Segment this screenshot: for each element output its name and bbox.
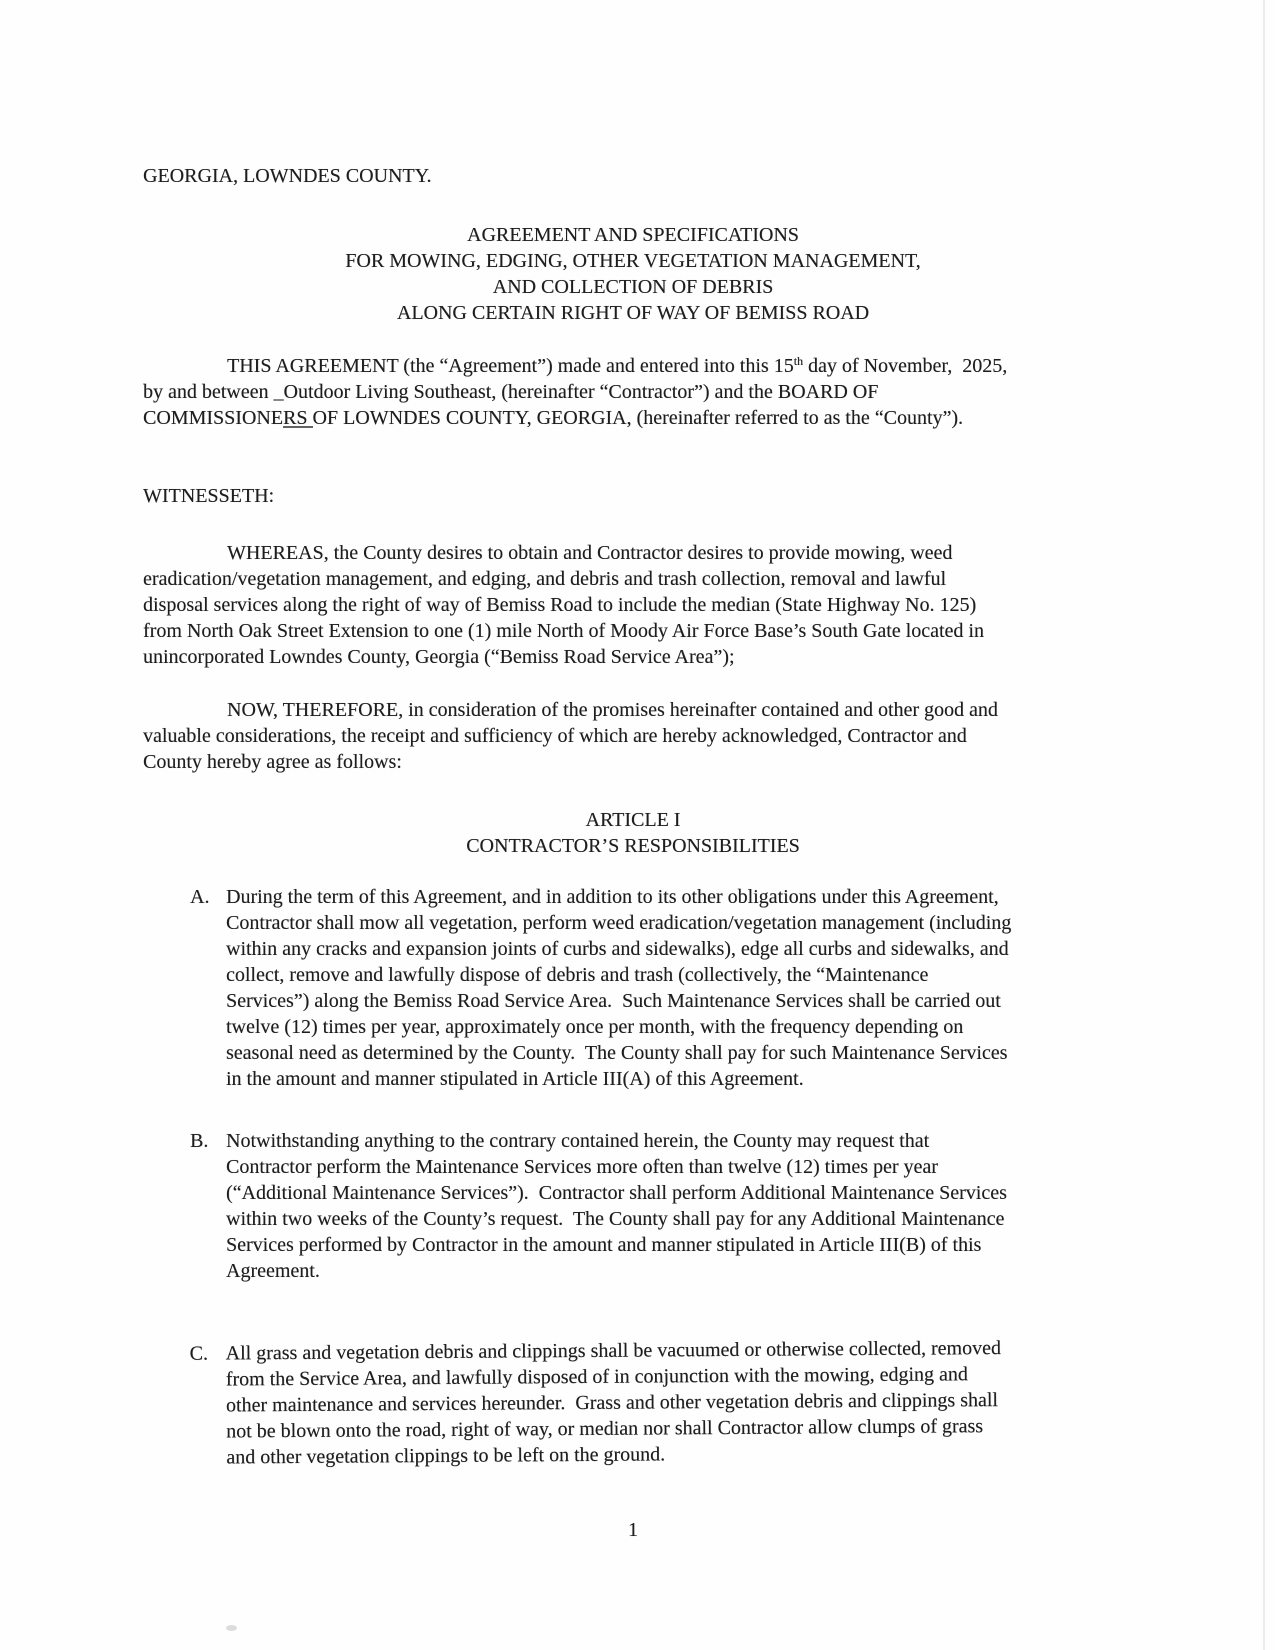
document-title	[143, 222, 1123, 326]
list-item-line: Services”) along the Bemiss Road Service Area. Such Maintenance Services shall be carried out	[226, 990, 1001, 1012]
intro-line1-text: THIS AGREEMENT (the “Agreement”) made and entered into this 15	[227, 355, 794, 377]
list-item-label: A.	[190, 886, 210, 908]
paragraph-line: WHEREAS, the County desires to obtain and Contractor desires to provide mowing, weed	[227, 542, 953, 564]
list-item-label: C.	[189, 1342, 209, 1365]
list-item-line: within two weeks of the County’s request. The County shall pay for any Additional Maintenance	[226, 1208, 1005, 1230]
list-item-line: Notwithstanding anything to the contrary contained herein, the County may request that	[226, 1130, 930, 1152]
article-title: CONTRACTOR’S RESPONSIBILITIES	[466, 835, 800, 857]
list-item-line: Services performed by Contractor in the amount and manner stipulated in Article III(B) of this	[226, 1234, 982, 1256]
list-item-c	[143, 1334, 1144, 1471]
title-line: ALONG CERTAIN RIGHT OF WAY OF BEMISS ROAD	[396, 302, 870, 324]
intro-paragraph	[143, 348, 1143, 431]
paragraph-line: disposal services along the right of way of Bemiss Road to include the median (State Highway No. 125)	[143, 594, 977, 616]
list-item-a	[143, 884, 1143, 1092]
list-item-line: from the Service Area, and lawfully disposed of in conjunction with the mowing, edging and	[225, 1363, 968, 1391]
scan-smudge-artifact	[226, 1625, 237, 1631]
title-line: AND COLLECTION OF DEBRIS	[492, 276, 774, 298]
list-item-line: (“Additional Maintenance Services”). Contractor shall perform Additional Maintenance Services	[226, 1182, 1007, 1204]
list-item-line: and other vegetation clippings to be left on the ground.	[226, 1443, 666, 1469]
article-number: ARTICLE I	[585, 809, 681, 831]
paragraph-line: unincorporated Lowndes County, Georgia (“Bemiss Road Service Area”);	[143, 646, 735, 668]
ordinal-superscript: th	[793, 354, 804, 368]
title-line: FOR MOWING, EDGING, OTHER VEGETATION MANAGEMENT,	[345, 250, 921, 272]
list-item-line: Contractor shall mow all vegetation, perform weed eradication/vegetation management (including	[226, 912, 1012, 934]
paragraph-line: valuable considerations, the receipt and sufficiency of which are hereby acknowledged, Contractor and	[143, 725, 967, 747]
intro-line	[143, 348, 1143, 379]
list-item-line: collect, remove and lawfully dispose of debris and trash (collectively, the “Maintenance	[226, 964, 929, 986]
list-item-line: All grass and vegetation debris and clippings shall be vacuumed or otherwise collected, removed	[225, 1337, 1002, 1365]
list-item-line: twelve (12) times per year, approximately once per month, with the frequency depending on	[226, 1016, 964, 1038]
list-item-line: within any cracks and expansion joints of curbs and sidewalks), edge all curbs and sidewalks, and	[226, 938, 1009, 960]
scan-edge-artifact	[1263, 0, 1265, 1650]
list-item-line: other maintenance and services hereunder. Grass and other vegetation debris and clippings shall	[225, 1389, 999, 1417]
intro-line: by and between _Outdoor Living Southeast, (hereinafter “Contractor”) and the BOARD OF	[143, 381, 879, 403]
list-item-line: Contractor perform the Maintenance Services more often than twelve (12) times per year	[226, 1156, 938, 1178]
page-number: 1	[628, 1519, 638, 1541]
list-item-line: Agreement.	[226, 1260, 320, 1282]
jurisdiction-line: GEORGIA, LOWNDES COUNTY.	[143, 165, 432, 187]
list-item-line: in the amount and manner stipulated in Article III(A) of this Agreement.	[226, 1068, 804, 1090]
paragraph-line: eradication/vegetation management, and edging, and debris and trash collection, removal and lawful	[143, 568, 947, 590]
intro-line1-continued: day of November, 2025,	[803, 355, 1008, 377]
now-therefore-paragraph	[143, 697, 1143, 775]
paragraph-line: County hereby agree as follows:	[143, 751, 402, 773]
paragraph-line: NOW, THEREFORE, in consideration of the promises hereinafter contained and other good and	[227, 699, 998, 721]
list-item-label: B.	[190, 1130, 209, 1152]
whereas-paragraph	[143, 540, 1143, 670]
title-line: AGREEMENT AND SPECIFICATIONS	[467, 224, 799, 246]
intro-line: COMMISSIONERS OF LOWNDES COUNTY, GEORGIA, (hereinafter referred to as the “County”).	[143, 407, 964, 429]
article-heading	[143, 807, 1123, 859]
document-content	[143, 163, 1143, 1543]
list-item-b	[143, 1128, 1143, 1284]
list-item-line: not be blown onto the road, right of way, or median nor shall Contractor allow clumps of grass	[226, 1415, 984, 1443]
paragraph-line: from North Oak Street Extension to one (1) mile North of Moody Air Force Base’s South Gate located in	[143, 620, 984, 642]
list-item-line: During the term of this Agreement, and in addition to its other obligations under this Agreement,	[226, 886, 999, 908]
witnesseth-heading: WITNESSETH:	[143, 485, 275, 507]
list-item-line: seasonal need as determined by the County. The County shall pay for such Maintenance Services	[226, 1042, 1008, 1064]
